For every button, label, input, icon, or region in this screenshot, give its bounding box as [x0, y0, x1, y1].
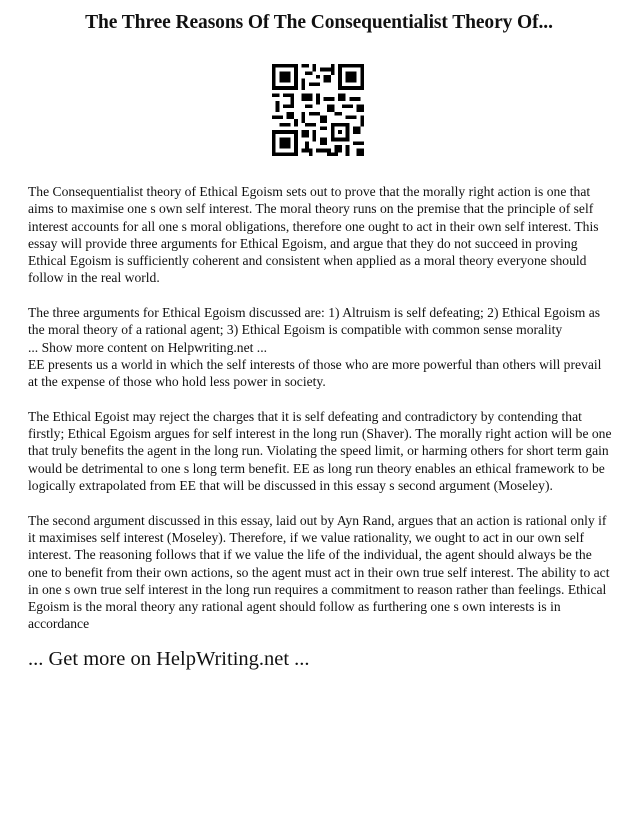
get-more-link[interactable]: ... Get more on HelpWriting.net ... — [28, 648, 310, 670]
document-title: The Three Reasons Of The Consequentialist Theory Of... — [85, 12, 553, 33]
paragraph-arguments: The three arguments for Ethical Egoism discussed are: 1) Altruism is self defeating; 2) Ethical Egoism as the moral theory of a rational agent; 3) Ethical Egoism is compatible with common sense morality — [28, 305, 601, 338]
paragraph-long-run: The Ethical Egoist may reject the charges that it is self defeating and contradictory by contending that firstly; Ethical Egoism argues for self interest in the long run (Shaver). The morally right action will be one that truly benefits the agent in the long run. Violating the speed limit, or harming others for short term gain would be detrimental to one s long term benefit. EE as long run theory enables an ethical framework to be logically extrapolated from EE that will be discussed in this essay s second argument (Moseley). — [28, 408, 612, 494]
paragraph-power: EE presents us a world in which the self interests of those who are more powerful than others will prevail at the expense of those who hold less power in society. — [28, 356, 602, 390]
qr-code-icon — [272, 64, 364, 156]
paragraph-intro: The Consequentialist theory of Ethical Egoism sets out to prove that the morally right action is one that aims to maximise one s own self interest. The moral theory runs on the premise that the principle of self interest accounts for all one s moral obligations, therefore one ought to act in their own self interest. This essay will provide three arguments for Ethical Egoism, and argue that they do not succeed in proving Ethical Egoism is sufficiently coherent and consistent when applied as a moral theory everyone should follow in the real world. — [28, 184, 599, 286]
show-more-link[interactable]: ... Show more content on Helpwriting.net ... — [28, 339, 267, 355]
paragraph-rationality: The second argument discussed in this essay, laid out by Ayn Rand, argues that an action is rational only if it maximises self interest (Moseley). Therefore, if we value rationality, we ought to act in our own self interest. The reasoning follows that if we value the life of the individual, the agent should always be the one to benefit from their own actions, so the agent must act in their own true self interest. The ability to act in one s own true self interest in the long run requires a commitment to reason rather than feelings. Ethical Egoism is the moral theory any rational agent should follow as furthering one s own interests is in accordance — [28, 512, 610, 632]
essay-body — [28, 183, 612, 650]
